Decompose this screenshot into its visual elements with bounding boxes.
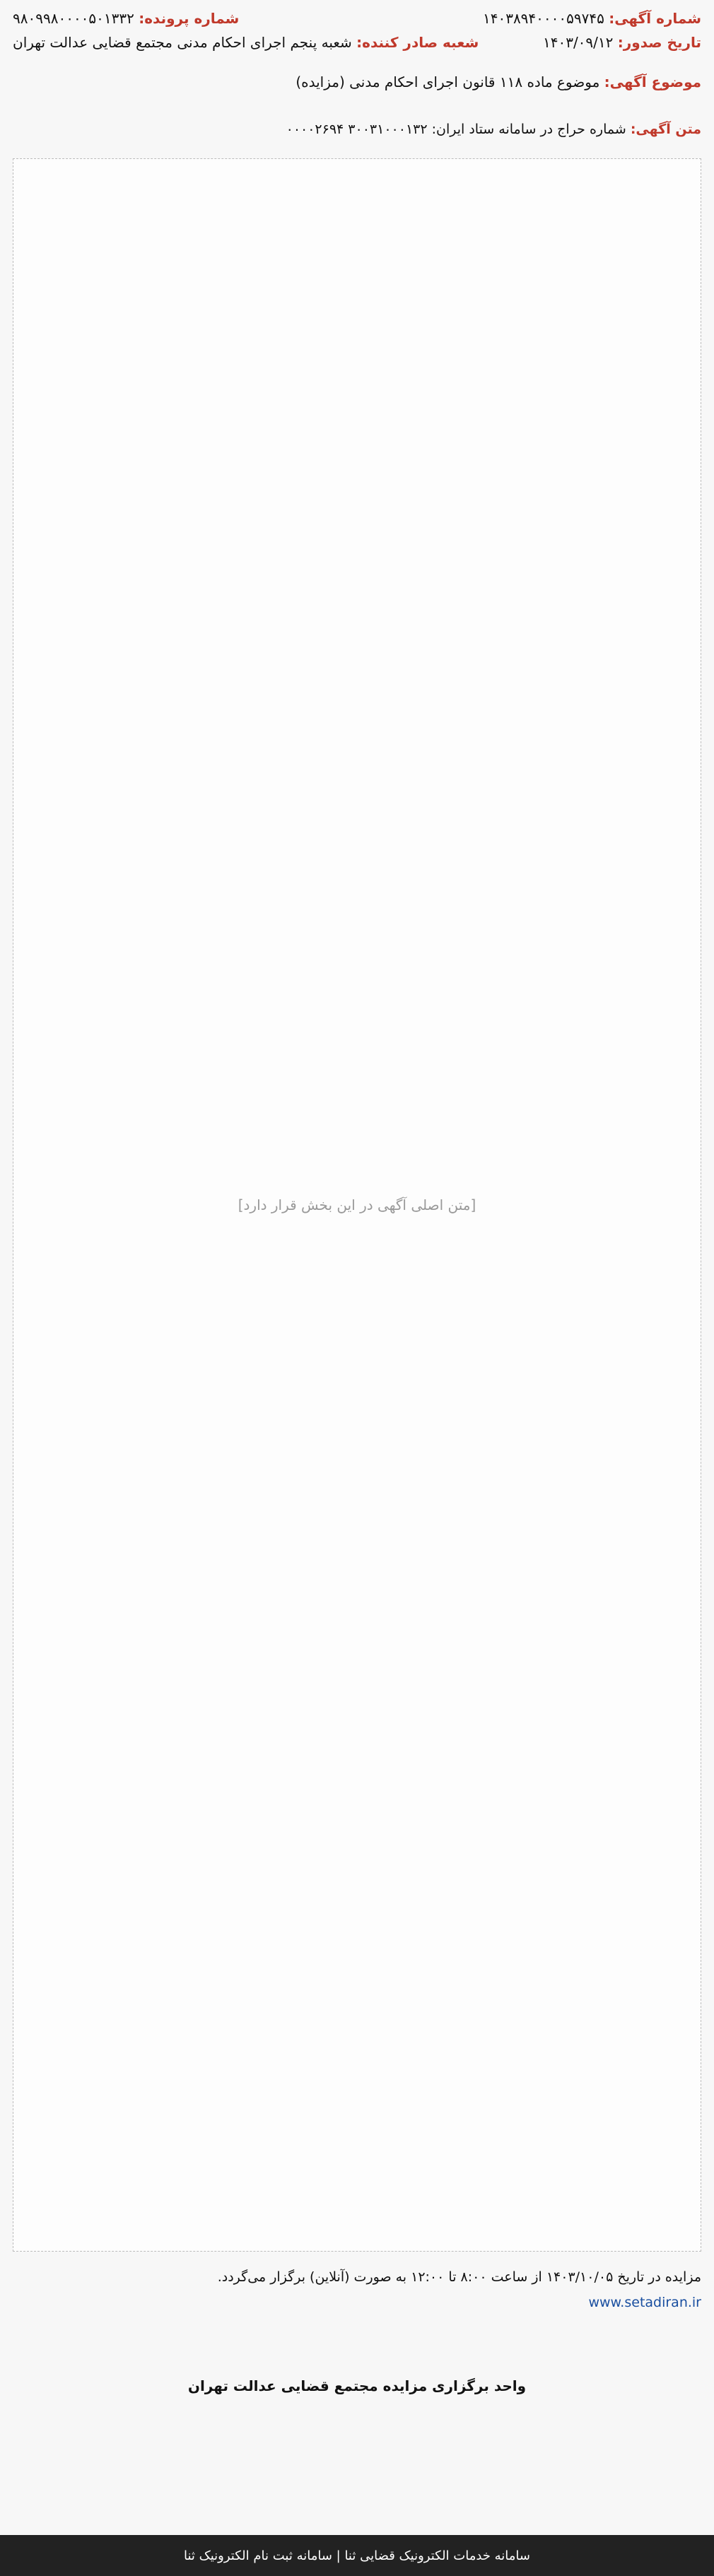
case-number-row: شماره پرونده: ۹۸۰۹۹۸۰۰۰۰۵۰۱۳۳۲ [13, 10, 240, 27]
subject-row: موضوع آگهی: موضوع ماده ۱۱۸ قانون اجرای احکام مدنی (مزایده) [295, 73, 701, 90]
issue-date-row: تاریخ صدور: ۱۴۰۳/۰۹/۱۲ [542, 34, 701, 51]
bottom-bar: سامانه خدمات الکترونیک قضایی ثنا | سامانه ثبت نام الکترونیک ثنا [0, 2535, 714, 2576]
issuer-row: شعبه صادر کننده: شعبه پنجم اجرای احکام مدنی مجتمع قضایی عدالت تهران [13, 34, 479, 51]
auction-text: مزایده در تاریخ ۱۴۰۳/۱۰/۰۵ از ساعت ۸:۰۰ تا ۱۲:۰۰ به صورت (آنلاین) برگزار می‌گردد. [217, 2269, 701, 2285]
website-link[interactable]: www.setadiran.ir [588, 2295, 701, 2310]
ad-number-row: شماره آگهی: ۱۴۰۳۸۹۴۰۰۰۰۵۹۷۴۵ [482, 10, 701, 27]
notice-header [13, 10, 701, 102]
signature: واحد برگزاری مزایده مجتمع قضایی عدالت تهران [187, 2377, 527, 2394]
text-intro-row: متن آگهی: شماره حراج در سامانه ستاد ایران: ۳۰۰۳۱۰۰۰۱۳۲ ۰۰۰۰۲۶۹۴ [286, 122, 701, 137]
notice-footer [13, 2264, 701, 2315]
notice-page [13, 10, 701, 2566]
notice-body-placeholder: [متن اصلی آگهی در این بخش قرار دارد] [13, 158, 701, 2252]
